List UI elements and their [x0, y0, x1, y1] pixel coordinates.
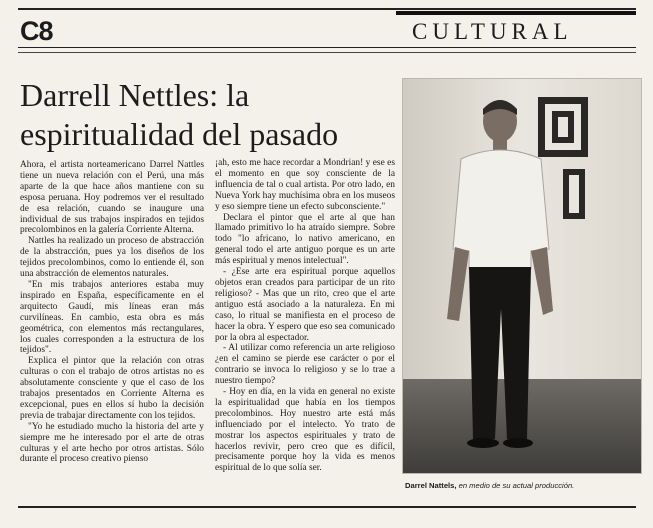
article-column-2 — [215, 158, 395, 474]
paragraph: - Al utilizar como referencia un arte religioso ¿en el camino se pierde ese carácter o por el contrario se invoca lo religioso y se lo trae a nuestro tiempo? — [215, 343, 395, 387]
artist-photo-illustration — [403, 79, 642, 474]
header-rule-secondary — [18, 52, 636, 53]
paragraph: - Hoy en día, en la vida en general no existe la espiritualidad que había en los tiempos precolombinos. Hoy nuestro arte está más influenciado por el intelecto. Yo trato de mostrar los aspectos espirituales y trato de hacerlos revivir, pero creo que es difícil, precisamente porque hoy la vida es menos espiritual de lo que solía ser. — [215, 387, 395, 474]
paragraph: Explica el pintor que la relación con otras culturas o con el trabajo de otros artistas no es absolutamente consciente y que el caso de los trabajos presentados en Corriente Alterna es excepcional, pues en ellos sí hubo la decisión previa de trabajar directamente con los tejidos. — [20, 356, 204, 421]
paragraph: Nattles ha realizado un proceso de abstracción de la abstracción, pues ya los diseños de los tejidos precolombinos, como lo entiende él, son una abstracción de elementos naturales. — [20, 236, 204, 280]
paragraph: Ahora, el artista norteamericano Darrel Nattles tiene un nueva relación con el Perú, una más aparte de la que hace años mantiene con su esposa peruana. Hoy podremos ver el resultado de esa relación, cuando se inaugure una individual de sus trabajos inspirados en tejidos precolombinos en la galería Corriente Alterna. — [20, 160, 204, 236]
paragraph: Declara el pintor que el arte al que han llamado primitivo lo ha atraído siempre. Sobre todo "lo africano, lo nativo americano, en general todo el arte antiguo porque es un arte más espiritual y menos intelectual". — [215, 212, 395, 267]
photo-caption — [405, 481, 640, 491]
caption-name: Darrel Nattels, — [405, 481, 457, 490]
caption-text: en medio de su actual producción. — [456, 481, 575, 490]
paragraph: - ¿Ese arte era espiritual porque aquellos objetos eran creados para participar de un rito religioso? - Mas que un rito, creo que el arte antiguo está asociado a la naturaleza. En mi caso, lo ritual se manifiesta en el proceso de hacer la obra. Y espero que eso sea comunicado por la obra al espectador. — [215, 267, 395, 343]
top-rule — [18, 8, 636, 10]
headline-line-2: espiritualidad del pasado — [20, 116, 339, 152]
section-rule — [396, 11, 636, 15]
artist-photo — [402, 78, 642, 474]
header-rule — [18, 47, 636, 48]
article-column-1 — [20, 160, 204, 465]
paragraph: ¡ah, esto me hace recordar a Mondrian! y ese es el momento en que soy consciente de la influencia de tal o cual artista. Por otro lado, en Nueva York hay muchísima obra en los museos y eso siempre tiene un efecto subconsciente." — [215, 158, 395, 212]
section-title: CULTURAL — [412, 19, 573, 44]
headline — [20, 76, 400, 154]
page-number: C8 — [20, 16, 53, 46]
paragraph: "En mis trabajos anteriores estaba muy inspirado en España, específicamente en el arquitecto Gaudí, mis líneas eran más curvilíneas. En cambio, esta obra es más geométrica, con elementos más rectangulares, los cuales corresponden a la estructura de los tejidos". — [20, 279, 204, 356]
paragraph: "Yo he estudiado mucho la historia del arte y siempre me he interesado por el arte de otras culturas y el arte hecho por otros artistas. Sólo durante el proceso creativo pienso — [20, 421, 204, 465]
headline-line-1: Darrell Nettles: la — [20, 77, 250, 113]
bottom-rule — [18, 506, 636, 508]
